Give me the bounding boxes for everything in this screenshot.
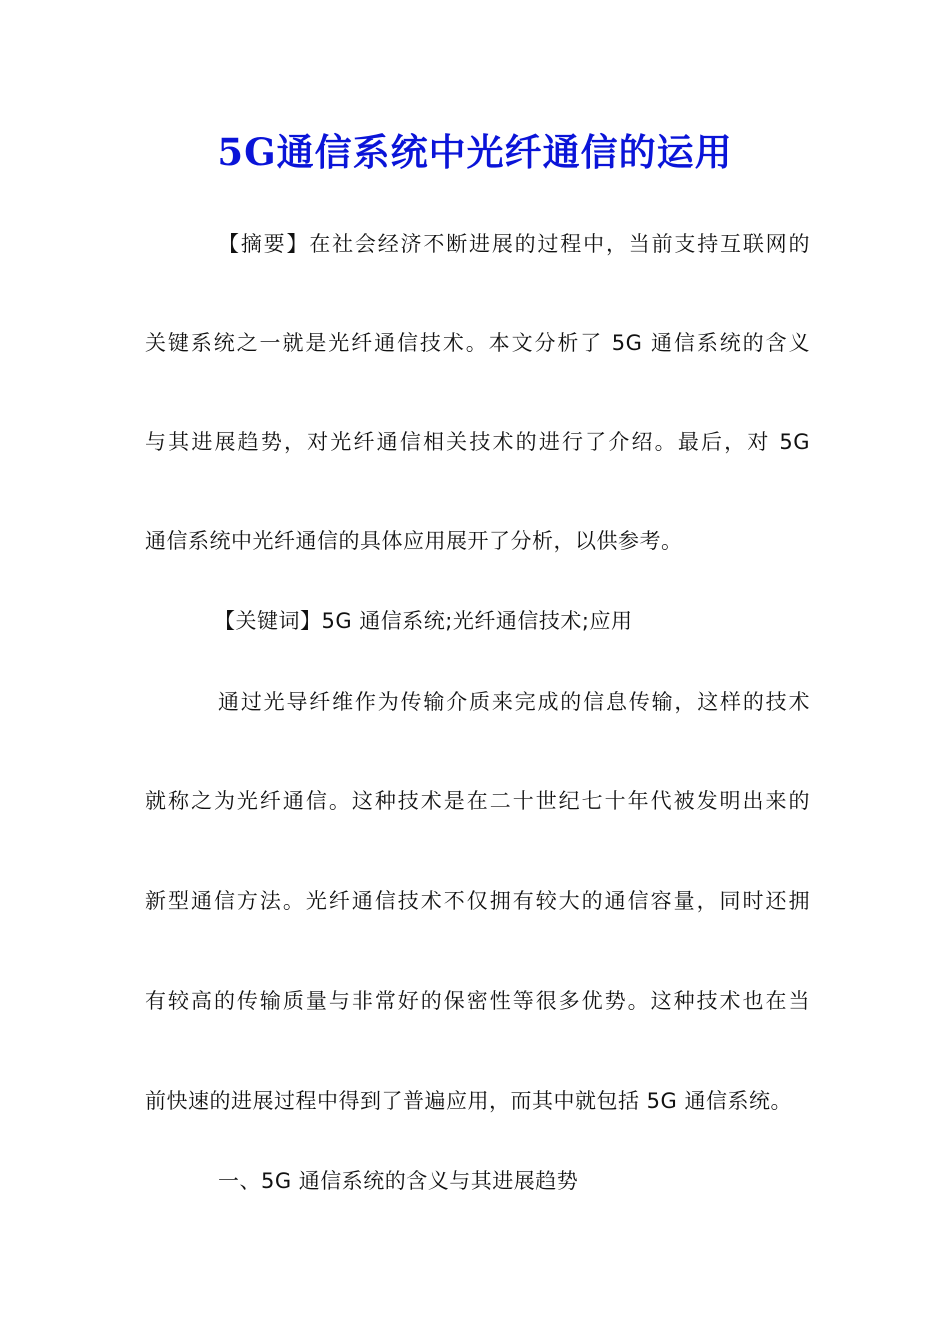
abstract-line-2: 关键系统之一就是光纤通信技术。本文分析了 5G 通信系统的含义 (145, 331, 810, 355)
body-line-5: 前快速的进展过程中得到了普遍应用，而其中就包括 5G 通信系统。 (145, 1089, 792, 1113)
section-heading: 一、5G 通信系统的含义与其进展趋势 (218, 1169, 579, 1193)
body-line-1: 通过光导纤维作为传输介质来完成的信息传输，这样的技术 (218, 690, 810, 714)
keywords-line: 【关键词】5G 通信系统;光纤通信技术;应用 (214, 609, 633, 633)
body-line-3: 新型通信方法。光纤通信技术不仅拥有较大的通信容量，同时还拥 (145, 889, 810, 913)
abstract-line-3: 与其进展趋势，对光纤通信相关技术的进行了介绍。最后，对 5G (145, 430, 810, 454)
body-line-4: 有较高的传输质量与非常好的保密性等很多优势。这种技术也在当 (145, 989, 810, 1013)
body-line-2: 就称之为光纤通信。这种技术是在二十世纪七十年代被发明出来的 (145, 789, 810, 813)
abstract-line-4: 通信系统中光纤通信的具体应用展开了分析，以供参考。 (145, 529, 683, 553)
document-title: 5G通信系统中光纤通信的运用 (217, 130, 733, 174)
abstract-line-1: 【摘要】在社会经济不断进展的过程中，当前支持互联网的 (218, 232, 810, 256)
